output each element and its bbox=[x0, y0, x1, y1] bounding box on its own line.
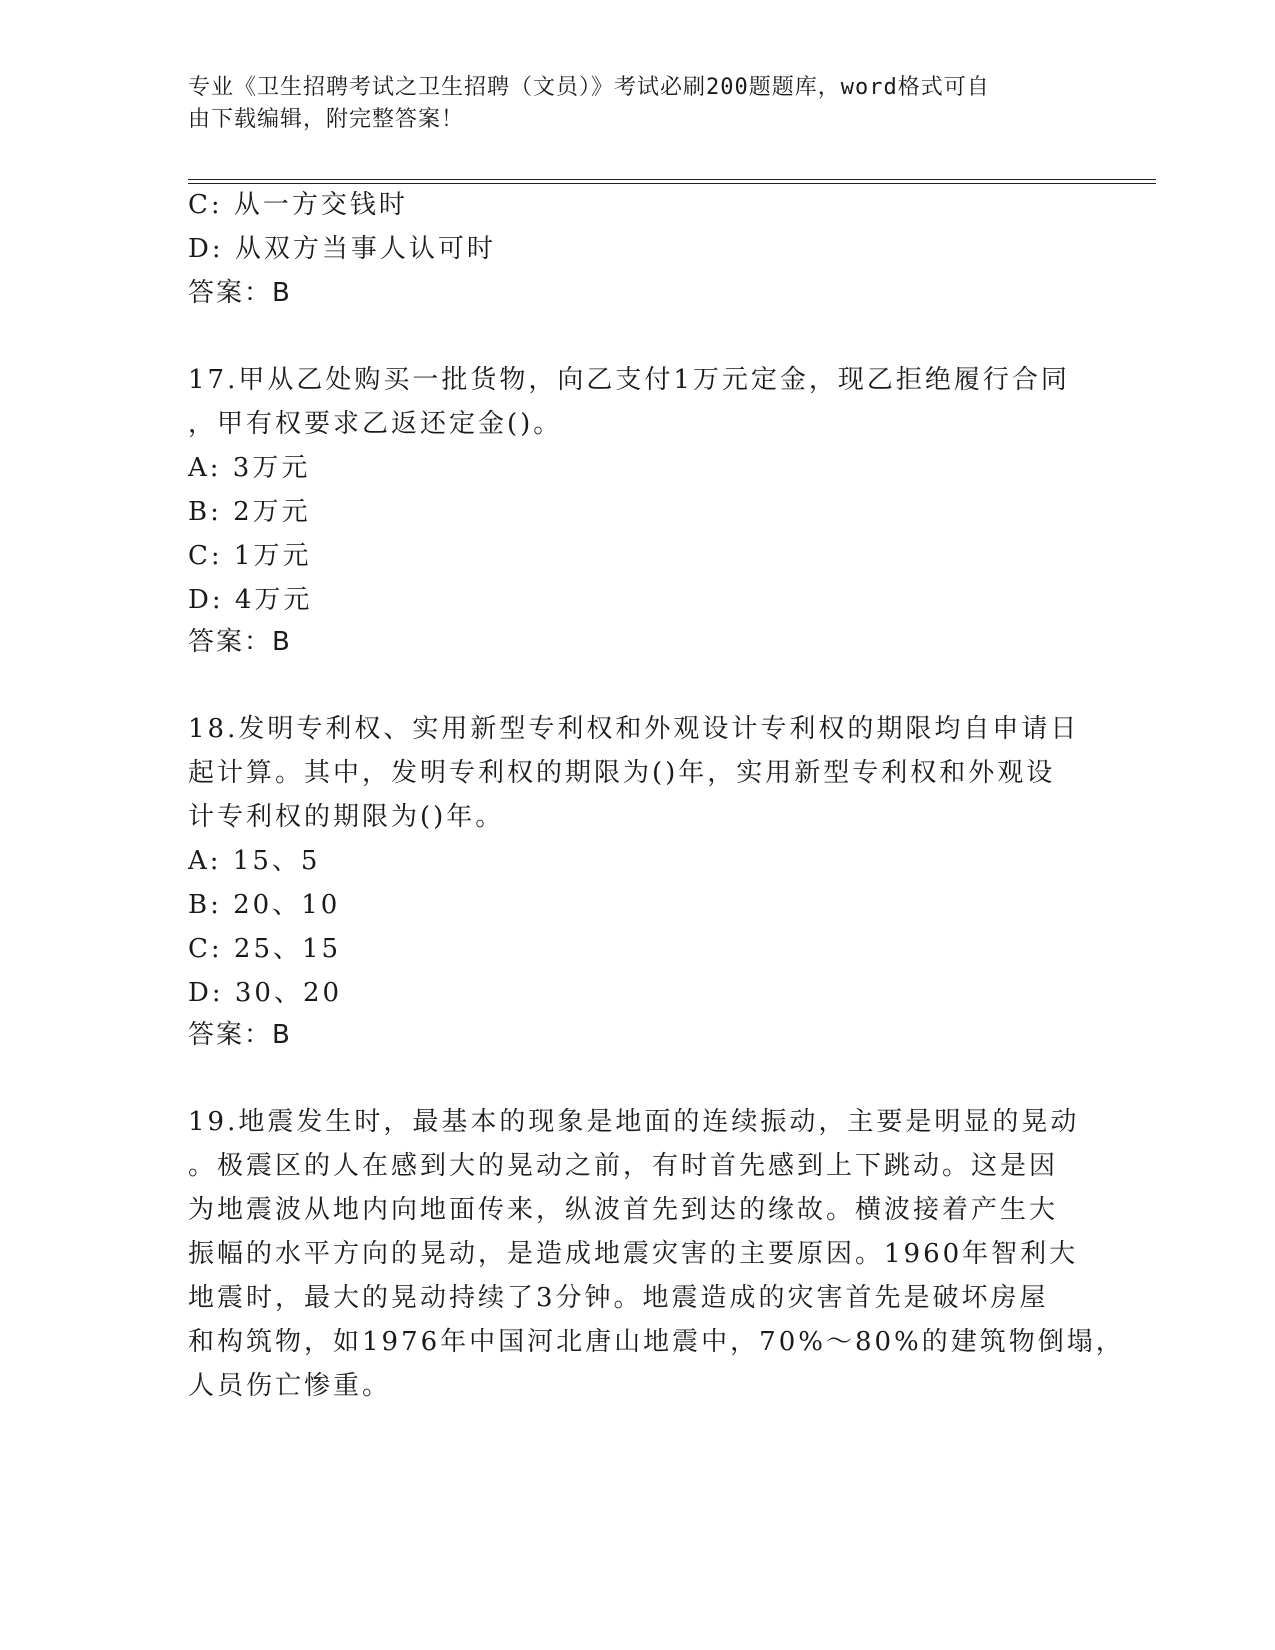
q17-option-b: B: 2万元 bbox=[188, 497, 311, 527]
q18-stem-line-3: 计专利权的期限为()年。 bbox=[188, 802, 505, 832]
document-header bbox=[188, 72, 1068, 136]
q18-option-c: C: 25、15 bbox=[188, 934, 342, 964]
q18-option-d: D: 30、20 bbox=[188, 978, 343, 1008]
q16-option-d: D: 从双方当事人认可时 bbox=[188, 234, 496, 264]
q18-stem-line-2: 起计算。其中，发明专利权的期限为()年，实用新型专利权和外观设 bbox=[188, 758, 1056, 788]
q19-stem-line-2: 。极震区的人在感到大的晃动之前，有时首先感到上下跳动。这是因 bbox=[188, 1151, 1059, 1181]
q19-stem-line-1: 19.地震发生时，最基本的现象是地面的连续振动，主要是明显的晃动 bbox=[188, 1107, 1080, 1137]
q18-stem-line-1: 18.发明专利权、实用新型专利权和外观设计专利权的期限均自申请日 bbox=[188, 714, 1080, 744]
q19-stem-line-3: 为地震波从地内向地面传来，纵波首先到达的缘故。横波接着产生大 bbox=[188, 1195, 1059, 1225]
q16-option-c: C: 从一方交钱时 bbox=[188, 190, 408, 220]
q17-answer: 答案：B bbox=[188, 627, 292, 657]
q16-answer: 答案：B bbox=[188, 278, 292, 308]
header-line-1: 专业《卫生招聘考试之卫生招聘（文员）》考试必刷200题题库，word格式可自 bbox=[188, 75, 990, 100]
q19-stem-line-6: 和构筑物，如1976年中国河北唐山地震中，70%～80%的建筑物倒塌， bbox=[188, 1327, 1125, 1357]
q17-option-a: A: 3万元 bbox=[188, 453, 311, 483]
q19-stem-line-5: 地震时，最大的晃动持续了3分钟。地震造成的灾害首先是破坏房屋 bbox=[188, 1283, 1049, 1313]
q18-option-b: B: 20、10 bbox=[188, 890, 341, 920]
q17-option-d: D: 4万元 bbox=[188, 585, 313, 615]
q18-answer: 答案：B bbox=[188, 1020, 292, 1050]
q19-stem-line-4: 振幅的水平方向的晃动，是造成地震灾害的主要原因。1960年智利大 bbox=[188, 1239, 1079, 1269]
q19-stem-line-7: 人员伤亡惨重。 bbox=[188, 1371, 392, 1401]
header-line-2: 由下载编辑，附完整答案！ bbox=[188, 107, 465, 132]
q17-stem-line-2: ，甲有权要求乙返还定金()。 bbox=[188, 409, 563, 439]
q18-option-a: A: 15、5 bbox=[188, 846, 321, 876]
header-divider-top bbox=[188, 179, 1156, 180]
q17-option-c: C: 1万元 bbox=[188, 541, 312, 571]
q17-stem-line-1: 17.甲从乙处购买一批货物，向乙支付1万元定金，现乙拒绝履行合同 bbox=[188, 365, 1070, 395]
